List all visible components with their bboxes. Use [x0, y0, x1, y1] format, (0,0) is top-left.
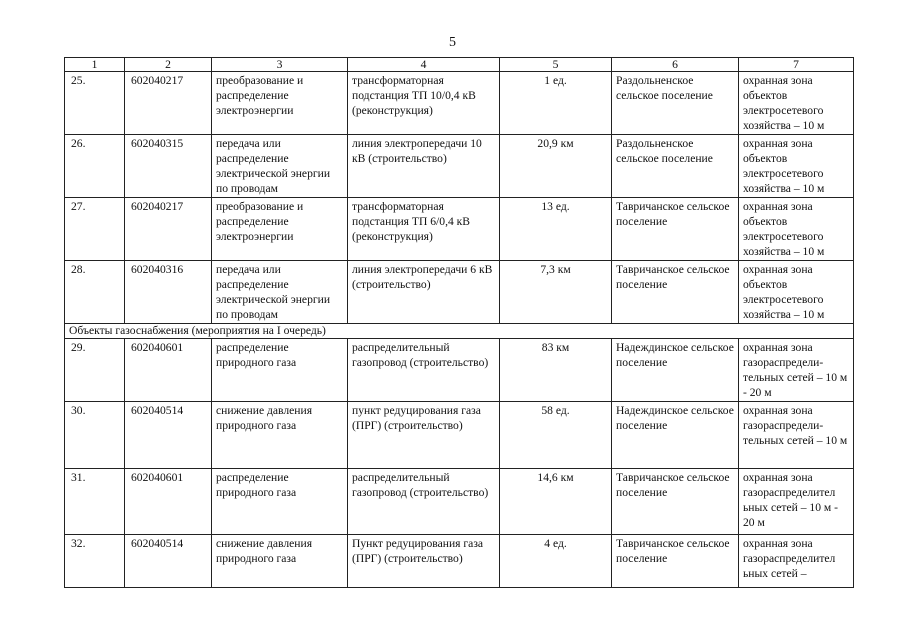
document-table: [64, 57, 854, 588]
row-number: 27.: [65, 198, 125, 261]
row-object: пункт редуцирования газа (ПРГ) (строительство): [348, 402, 500, 469]
table-row: [65, 469, 854, 535]
table-row: [65, 135, 854, 198]
row-code: 602040217: [125, 198, 212, 261]
row-object: линия электропередачи 6 кВ (строительство): [348, 261, 500, 324]
section-title: Объекты газоснабжения (мероприятия на I очередь): [65, 324, 854, 339]
row-number: 30.: [65, 402, 125, 469]
column-header: 2: [125, 58, 212, 72]
row-object: трансформаторная подстанция ТП 6/0,4 кВ (реконструкция): [348, 198, 500, 261]
table-row: [65, 261, 854, 324]
row-number: 32.: [65, 535, 125, 588]
row-zone: охранная зона газораспредели-тельных сетей – 10 м - 20 м: [739, 339, 854, 402]
column-header: 1: [65, 58, 125, 72]
row-purpose: передача или распределение электрической энергии по проводам: [212, 261, 348, 324]
table-row: [65, 72, 854, 135]
row-object: Пункт редуцирования газа (ПРГ) (строительство): [348, 535, 500, 588]
row-number: 29.: [65, 339, 125, 402]
row-location: Раздольненское сельское поселение: [612, 72, 739, 135]
row-purpose: снижение давления природного газа: [212, 402, 348, 469]
row-amount: 58 ед.: [500, 402, 612, 469]
table-row: [65, 402, 854, 469]
row-code: 602040601: [125, 469, 212, 535]
row-amount: 13 ед.: [500, 198, 612, 261]
row-location: Тавричанское сельское поселение: [612, 535, 739, 588]
row-purpose: распределение природного газа: [212, 339, 348, 402]
row-location: Надеждинское сельское поселение: [612, 339, 739, 402]
row-number: 28.: [65, 261, 125, 324]
row-location: Надеждинское сельское поселение: [612, 402, 739, 469]
row-number: 25.: [65, 72, 125, 135]
row-amount: 4 ед.: [500, 535, 612, 588]
row-code: 602040316: [125, 261, 212, 324]
row-location: Тавричанское сельское поселение: [612, 469, 739, 535]
row-number: 26.: [65, 135, 125, 198]
page-number: 5: [449, 35, 456, 50]
column-header: 5: [500, 58, 612, 72]
row-zone: охранная зона газораспределител ьных сетей –: [739, 535, 854, 588]
row-purpose: передача или распределение электрической энергии по проводам: [212, 135, 348, 198]
row-amount: 20,9 км: [500, 135, 612, 198]
row-location: Тавричанское сельское поселение: [612, 261, 739, 324]
row-location: Раздольненское сельское поселение: [612, 135, 739, 198]
row-code: 602040315: [125, 135, 212, 198]
row-code: 602040514: [125, 535, 212, 588]
row-zone: охранная зона объектов электросетевого хозяйства – 10 м: [739, 72, 854, 135]
row-object: распределительный газопровод (строительство): [348, 339, 500, 402]
section-row: [65, 324, 854, 339]
row-purpose: распределение природного газа: [212, 469, 348, 535]
row-purpose: преобразование и распределение электроэнергии: [212, 72, 348, 135]
row-amount: 7,3 км: [500, 261, 612, 324]
row-object: линия электропередачи 10 кВ (строительство): [348, 135, 500, 198]
column-header: 7: [739, 58, 854, 72]
column-header: 6: [612, 58, 739, 72]
row-zone: охранная зона объектов электросетевого хозяйства – 10 м: [739, 261, 854, 324]
row-object: трансформаторная подстанция ТП 10/0,4 кВ (реконструкция): [348, 72, 500, 135]
row-code: 602040217: [125, 72, 212, 135]
row-zone: охранная зона газораспредели-тельных сетей – 10 м: [739, 402, 854, 469]
table-row: [65, 535, 854, 588]
row-location: Тавричанское сельское поселение: [612, 198, 739, 261]
table-row: [65, 339, 854, 402]
table-row: [65, 198, 854, 261]
row-purpose: снижение давления природного газа: [212, 535, 348, 588]
row-amount: 14,6 км: [500, 469, 612, 535]
row-number: 31.: [65, 469, 125, 535]
row-purpose: преобразование и распределение электроэнергии: [212, 198, 348, 261]
row-zone: охранная зона газораспределител ьных сетей – 10 м - 20 м: [739, 469, 854, 535]
row-zone: охранная зона объектов электросетевого хозяйства – 10 м: [739, 198, 854, 261]
row-amount: 83 км: [500, 339, 612, 402]
column-header: 4: [348, 58, 500, 72]
row-object: распределительный газопровод (строительство): [348, 469, 500, 535]
row-zone: охранная зона объектов электросетевого хозяйства – 10 м: [739, 135, 854, 198]
row-code: 602040514: [125, 402, 212, 469]
row-code: 602040601: [125, 339, 212, 402]
table-header-row: [65, 58, 854, 72]
row-amount: 1 ед.: [500, 72, 612, 135]
column-header: 3: [212, 58, 348, 72]
